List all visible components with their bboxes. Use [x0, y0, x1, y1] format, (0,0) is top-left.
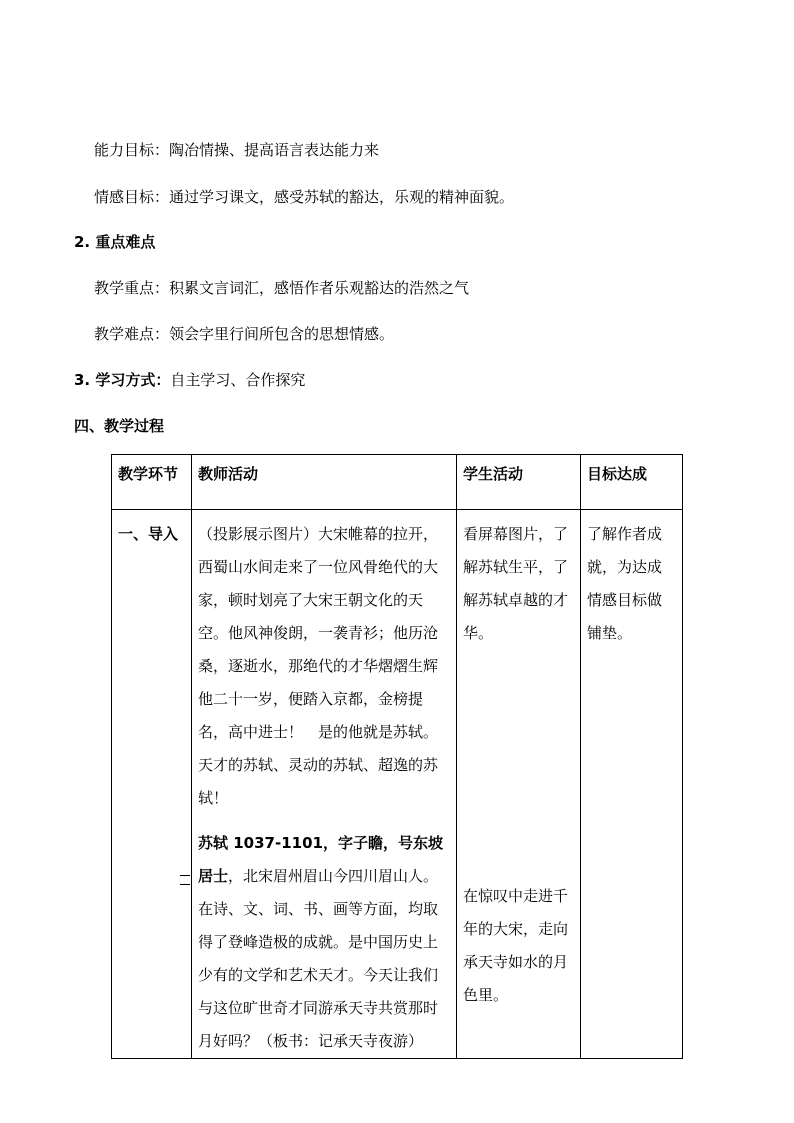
learning-method-label: 3. 学习方式： [74, 371, 171, 389]
student-activity-1: 看屏幕图片，了解苏轼生平，了解苏轼卓越的才华。 [463, 525, 569, 642]
su-shi-bio-bold: 苏轼 1037-1101，字子瞻，号东坡居士 [198, 834, 443, 885]
teaching-process-table [111, 454, 683, 1059]
header-student-activity: 学生活动 [457, 455, 581, 510]
teacher-paragraph-1: （投影展示图片）大宋帷幕的拉开，西蜀山水间走来了一位风骨绝代的大家，顿时划亮了大宋王朝文化的天空。他风神俊朗，一袭青衫；他历沧桑，逐逝水，那绝代的才华熠熠生辉他二十一岁，便踏入京都，金榜提名，高中进士！ 是的他就是苏轼。天才的苏轼、灵动的苏轼、超逸的苏轼！ [198, 525, 439, 807]
learning-method [74, 370, 305, 390]
teaching-difficulty: 教学难点：领会字里行间所包含的思想情感。 [94, 325, 395, 343]
header-goal: 目标达成 [581, 455, 683, 510]
student-activity [457, 510, 581, 1059]
table-row [112, 510, 683, 1059]
section-heading-teaching-process: 四、教学过程 [74, 417, 165, 435]
teaching-focus: 教学重点：积累文言词汇，感悟作者乐观豁达的浩然之气 [94, 279, 470, 297]
section-heading-key-points: 2. 重点难点 [74, 233, 156, 251]
student-activity-2: 在惊叹中走进千年的大宋，走向承天寺如水的月色里。 [463, 887, 569, 1004]
emotion-objective: 情感目标：通过学习课文，感受苏轼的豁达，乐观的精神面貌。 [94, 188, 515, 206]
goal-achievement: 了解作者成就，为达成情感目标做铺垫。 [581, 510, 683, 1059]
ability-objective: 能力目标：陶冶情操、提高语言表达能力来 [94, 141, 380, 159]
header-teacher-activity: 教师活动 [192, 455, 457, 510]
learning-method-text: 自主学习、合作探究 [170, 371, 306, 389]
stage-intro: 一、导入 [112, 510, 192, 1059]
teacher-activity [192, 510, 457, 1059]
header-stage: 教学环节 [112, 455, 192, 510]
su-shi-bio-rest: ，北宋眉州眉山今四川眉山人。在诗、文、词、书、画等方面，均取得了登峰造极的成就。是中国历史上少有的文学和艺术天才。今天让我们与这位旷世奇才同游承天寺共赏那时月好吗？（板书：记承天寺夜游） [198, 867, 439, 1050]
table-header-row [112, 455, 683, 510]
stray-mark [180, 875, 190, 885]
teacher-paragraph-2 [198, 827, 450, 1058]
